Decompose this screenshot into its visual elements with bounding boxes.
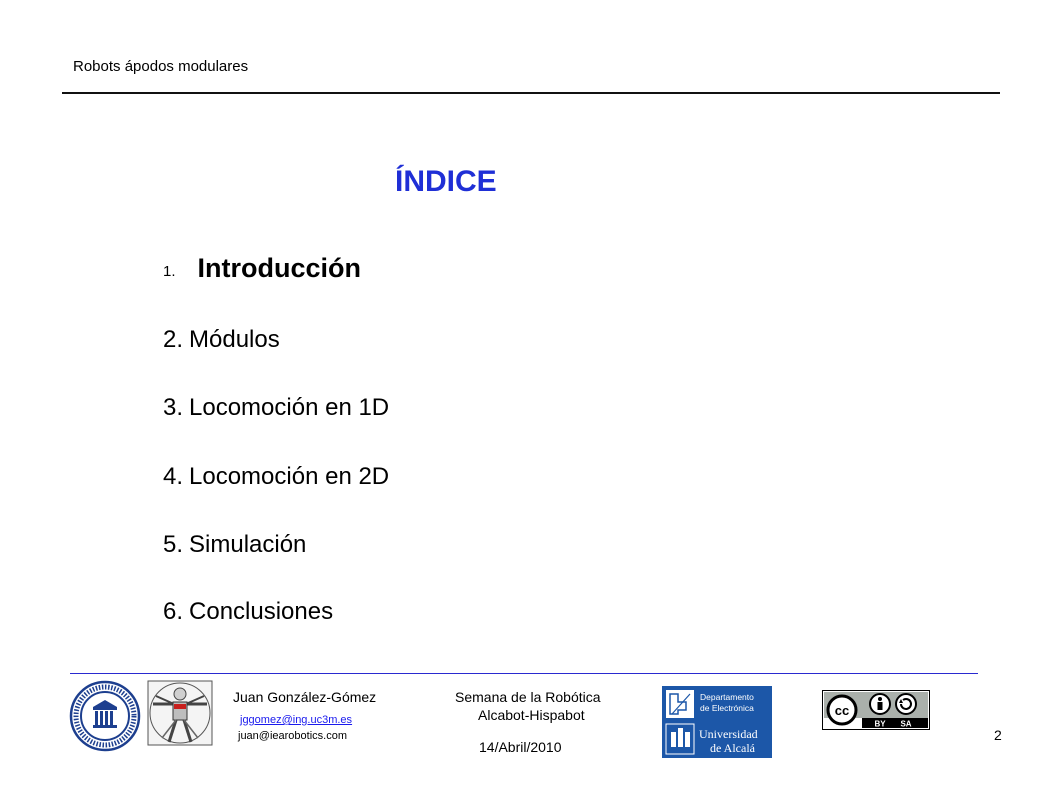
header-title: Robots ápodos modulares <box>73 58 249 75</box>
toc-item-number: 5. <box>163 531 184 558</box>
event-subtitle: Alcabot-Hispabot <box>478 707 585 723</box>
event-date: 14/Abril/2010 <box>479 739 562 755</box>
author-email-secondary: juan@iearobotics.com <box>238 730 347 742</box>
footer-divider <box>70 673 978 674</box>
author-name: Juan González-Gómez <box>233 689 377 705</box>
toc-item-label: Conclusiones <box>189 598 334 625</box>
cc-by-label: BY <box>874 719 886 729</box>
toc-item-label: Módulos <box>189 326 280 353</box>
toc-item-number: 4. <box>163 463 184 490</box>
toc-item <box>163 463 389 491</box>
author-email-link[interactable]: jggomez@ing.uc3m.es <box>240 714 353 726</box>
toc-item-number: 3. <box>163 394 184 421</box>
toc-item <box>163 253 361 284</box>
toc-item <box>163 394 389 422</box>
toc-item-label: Introducción <box>197 253 362 283</box>
toc-item <box>163 531 306 559</box>
toc-item-number: 6. <box>163 598 184 625</box>
toc-item-label: Locomoción en 1D <box>189 394 390 421</box>
toc-item <box>163 326 280 354</box>
slide-title: ÍNDICE <box>395 165 497 198</box>
uah-logo-text: de Alcalá <box>710 741 755 755</box>
toc-item-label: Simulación <box>189 531 307 558</box>
toc-item-label: Locomoción en 2D <box>189 463 390 490</box>
uah-logo-text: Departamento <box>700 692 754 702</box>
uah-logo-text: de Electrónica <box>700 703 754 713</box>
uah-logo-text: Universidad <box>699 727 758 741</box>
toc-item-number: 1. <box>163 263 176 280</box>
toc-item-number: 2. <box>163 326 184 353</box>
event-name: Semana de la Robótica <box>455 689 601 705</box>
university-seal-logo <box>69 680 141 752</box>
cc-sa-label: SA <box>900 719 912 729</box>
vitruvian-robot-logo <box>147 680 213 746</box>
header-divider <box>62 92 1000 94</box>
svg-text:cc: cc <box>834 703 850 718</box>
toc-item <box>163 598 333 626</box>
university-department-logo <box>662 686 772 758</box>
page-number: 2 <box>994 727 1002 743</box>
creative-commons-license-icon <box>822 690 930 730</box>
